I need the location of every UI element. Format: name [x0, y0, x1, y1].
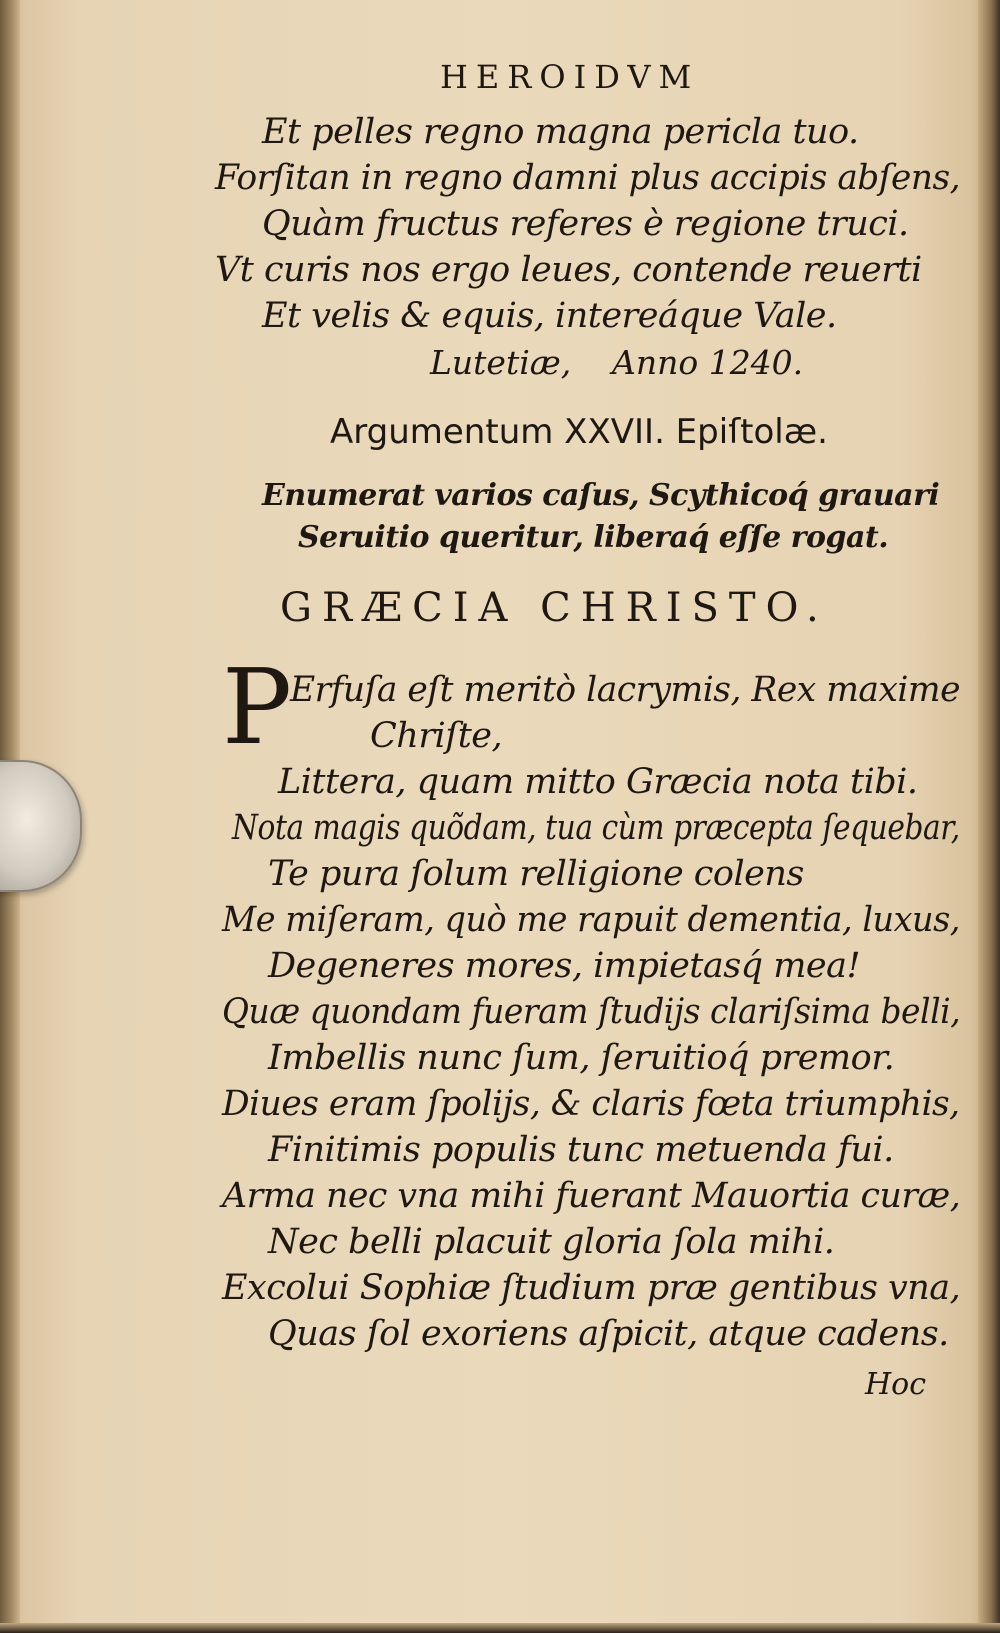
- verse-line: Nota magis quõdam, tua cùm præcepta ſequebar,: [232, 808, 960, 848]
- verse-line: Quas ſol exoriens aſpicit, atque cadens.: [268, 1314, 949, 1354]
- verse-line: Degeneres mores, impietasq́ mea!: [268, 946, 861, 986]
- verse-line: Forſitan in regno damni plus accipis abſens,: [215, 158, 961, 198]
- verse-line: Et pelles regno magna pericla tuo.: [262, 112, 859, 152]
- verse-line: Te pura ſolum relligione colens: [268, 854, 804, 894]
- verse-line: Quæ quondam fueram ſtudijs clariſsima belli,: [222, 992, 961, 1032]
- verse-line: Quàm fructus referes è regione truci.: [262, 204, 909, 244]
- argument-line: Seruitio queritur, liberaq́ eſſe rogat.: [298, 520, 889, 555]
- running-head: HEROIDVM: [440, 58, 700, 96]
- page-bottom-edge: [0, 1623, 1000, 1633]
- signoff-place: Lutetiæ,: [430, 343, 572, 382]
- epistle-heading: GRÆCIA CHRISTO.: [280, 585, 829, 631]
- argument-title: Argumentum XXVII. Epiſtolæ.: [330, 412, 828, 452]
- verse-line: Nec belli placuit gloria ſola mihi.: [268, 1222, 835, 1262]
- verse-line: Excolui Sophiæ ſtudium præ gentibus vna,: [222, 1268, 961, 1308]
- verse-line: Vt curis nos ergo leues, contende reuerti: [215, 250, 922, 290]
- verse-line: Erfuſa eſt meritò lacrymis, Rex maxime: [290, 670, 961, 710]
- signoff-date: Anno 1240.: [612, 343, 804, 382]
- verse-line: Arma nec vna mihi fuerant Mauortia curæ,: [222, 1176, 961, 1216]
- verse-line: Et velis & equis, intereáque Vale.: [262, 296, 837, 336]
- verse-line: Me miſeram, quò me rapuit dementia, luxus,: [222, 900, 960, 940]
- verse-line: Diues eram ſpolijs, & claris fœta triumphis,: [222, 1084, 960, 1124]
- verse-line: Imbellis nunc ſum, ſeruitioq́ premor.: [268, 1038, 895, 1078]
- catchword: Hoc: [865, 1367, 927, 1402]
- drop-initial: P: [222, 646, 292, 768]
- page-clip: [0, 760, 82, 892]
- verse-line: Littera, quam mitto Græcia nota tibi.: [278, 762, 918, 802]
- page-edge: [978, 0, 1000, 1633]
- verse-line: Finitimis populis tunc metuenda fui.: [268, 1130, 894, 1170]
- verse-line: Chriſte,: [370, 716, 503, 756]
- argument-line: Enumerat varios caſus, Scythicoq́ grauari: [262, 478, 940, 513]
